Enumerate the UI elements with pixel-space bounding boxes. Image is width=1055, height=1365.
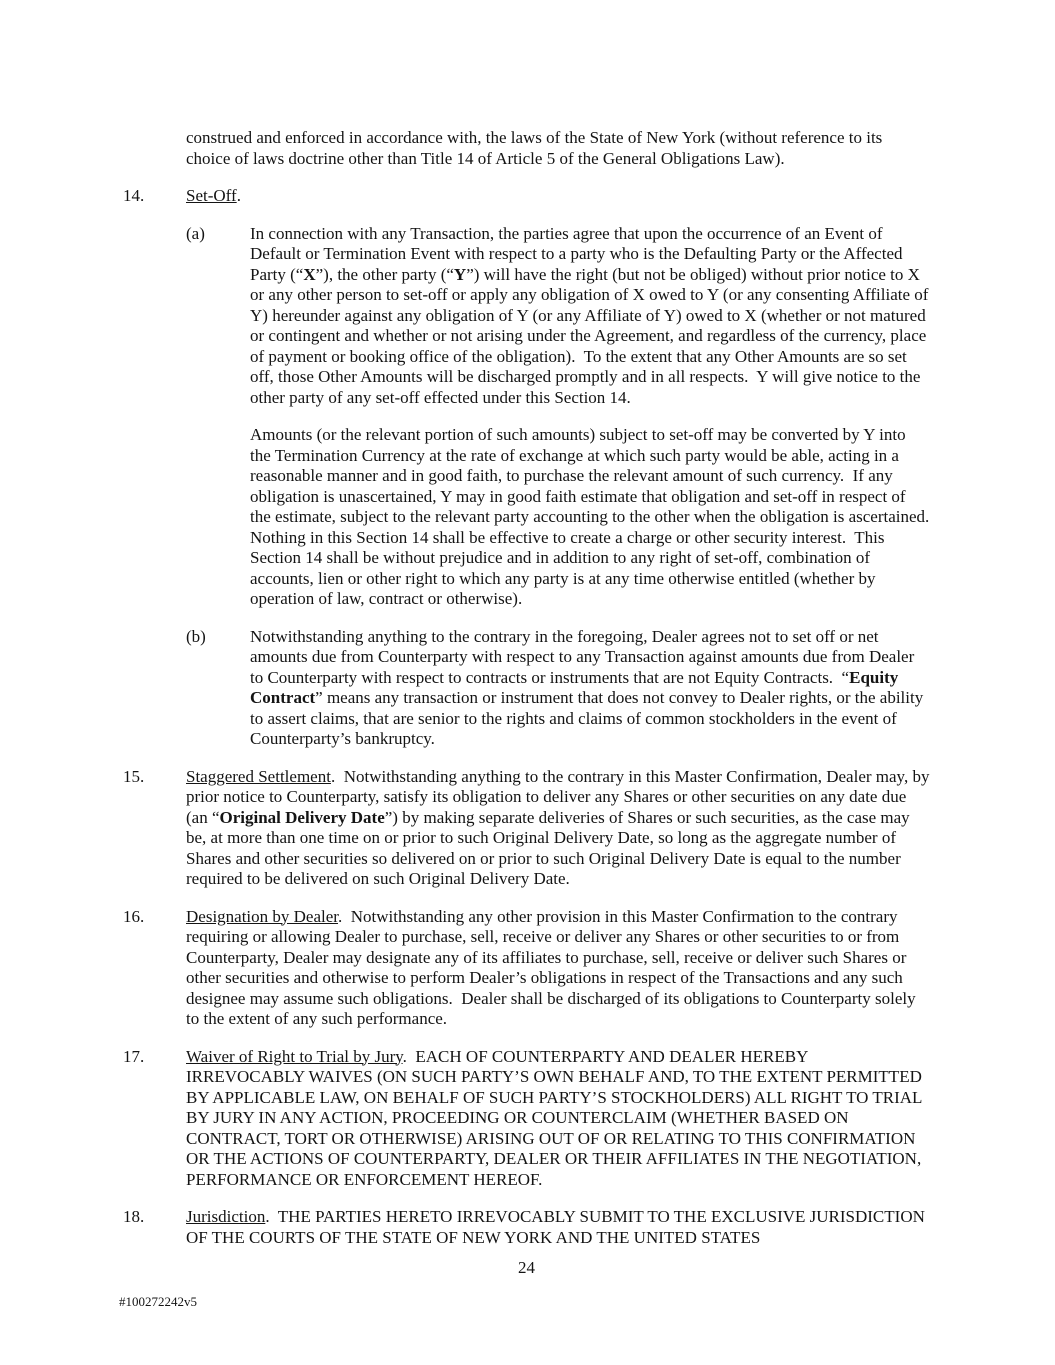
text-run: . (236, 186, 241, 205)
text-run: . Notwithstanding any other provision in this Master Confirmation to the contrary requiring or allowing Dealer to purchase, sell, receive or deliver any Shares or other securities to or from Counterparty, Dealer may designate any of its affiliates to purchase, sell, receive or deliver such Shares or other securities and otherwise to perform Dealer’s obligations in respect of the Transactions and any such designee may assume such obligations. Dealer shall be discharged of its obligations to Counterparty solely to the extent of any such performance. (186, 906, 920, 1028)
section-block (123, 1047, 930, 1191)
section-number: 15. (123, 766, 145, 786)
text-run: X (303, 264, 316, 284)
text-run: . EACH OF COUNTERPARTY AND DEALER HEREBY IRREVOCABLY WAIVES (ON SUCH PARTY’S OWN BEHALF AND, TO THE EXTENT PERMITTED BY APPLICABLE LAW, ON BEHALF OF SUCH PARTY’S STOCKHOLDERS) ALL RIGHT TO TRIAL BY JURY IN ANY ACTION, PROCEEDING OR COUNTERCLAIM (WHETHER BASED ON CONTRACT, TORT OR OTHERWISE) ARISING OUT OF OR RELATING TO THIS CONFIRMATION OR THE ACTIONS OF COUNTERPARTY, DEALER OR THEIR AFFILIATES IN THE NEGOTIATION, PERFORMANCE OR ENFORCEMENT HEREOF. (186, 1046, 927, 1189)
section-number: 17. (123, 1046, 145, 1066)
text-run: In connection with any Transaction, the parties agree that upon the occurrence of an Event of Default or Termination Event with respect to a party who is the Defaulting Party or the Affected Party (“ (250, 223, 907, 284)
paragraph-text (250, 627, 930, 750)
sub-paragraph (186, 425, 938, 610)
text-run: Amounts (or the relevant portion of such amounts) subject to set-off may be converted by Y into the Termination Currency at the rate of exchange at which such party would be able, acting in a reasonable manner and in good faith, to purchase the relevant amount of such currency. If any obligation is unascertained, Y may in good faith estimate that obligation and set-off in respect of the estimate, subject to the relevant party accounting to the other when the obligation is ascertained. Nothing in this Section 14 shall be effective to create a charge or other security interest. This Section 14 shall be without prejudice and in addition to any right of set-off, combination of accounts, lien or other right to which any party is at any time otherwise entitled (whether by operation of law, contract or otherwise). (250, 425, 938, 608)
text-run: ” means any transaction or instrument that does not convey to Dealer rights, or the ability to assert claims, that are senior to the rights and claims of common stockholders in the event of Counterparty’s bankruptcy. (250, 688, 928, 748)
sub-paragraph (186, 627, 930, 750)
section-heading: Set-Off (186, 186, 237, 205)
text-run: ”) will have the right (but not be obliged) without prior notice to X or any other person to set-off or apply any obligation of X owed to Y (or any consenting Affiliate of Y) hereunder against any obligation of Y (or any Affiliate of Y) owed to X (whether or not matured or contingent and whether or not arising under the Agreement, and regardless of the currency, place of payment or booking office of the obligation). To the extent that any Other Amounts are so set off, those Other Amounts will be discharged promptly and in all respects. Y will give notice to the other party of any set-off effected under this Section 14. (250, 264, 933, 407)
section-block (123, 186, 930, 207)
paragraph-text (186, 766, 934, 890)
text-run: . Notwithstanding anything to the contrary in this Master Confirmation, Dealer may, by prior notice to Counterparty, satisfy its obligation to deliver any Shares or other securities on any date due (an “ (186, 766, 934, 827)
sub-paragraph-label: (b) (186, 626, 206, 646)
section-heading: Jurisdiction (186, 1207, 266, 1226)
continuation-paragraph (186, 128, 930, 169)
document-id-footer: #100272242v5 (119, 1294, 197, 1309)
sub-paragraph-label (186, 425, 250, 610)
section-number: 14. (123, 186, 145, 205)
document-body (123, 128, 938, 1248)
section-number: 18. (123, 1207, 145, 1226)
section-block (123, 907, 930, 1030)
page-number: 24 (518, 1258, 535, 1277)
text-run: Y (453, 264, 467, 284)
text-run: construed and enforced in accordance with, the laws of the State of New York (without reference to its choice of laws doctrine other than Title 14 of Article 5 of the General Obligations Law). (186, 128, 887, 168)
section-number: 16. (123, 906, 145, 926)
section-heading: Staggered Settlement (186, 766, 331, 786)
text-run: ”) by making separate deliveries of Shares or such securities, as the case may be, at more than one time on or prior to such Original Delivery Date, so long as the aggregate number of Shares and other securities so delivered on or prior to such Original Delivery Date is equal to the number required to be delivered on such Original Delivery Date. (186, 807, 914, 888)
paragraph-text (250, 223, 933, 409)
paragraph-text (186, 186, 930, 207)
text-run: Original Delivery Date (219, 807, 385, 827)
paragraph-text (186, 1207, 930, 1248)
paragraph-text (186, 128, 930, 169)
text-run: ”), the other party (“ (315, 264, 454, 284)
paragraph-text (186, 907, 930, 1030)
section-block (123, 766, 934, 890)
section-heading: Waiver of Right to Trial by Jury (186, 1046, 403, 1066)
text-run: . THE PARTIES HERETO IRREVOCABLY SUBMIT TO THE EXCLUSIVE JURISDICTION OF THE COURTS OF THE STATE OF NEW YORK AND THE UNITED STATES (186, 1207, 930, 1247)
section-heading: Designation by Dealer (186, 906, 339, 926)
sub-paragraph-label: (a) (186, 223, 205, 243)
paragraph-text (186, 1047, 930, 1191)
sub-paragraph (186, 223, 933, 409)
text-run: Notwithstanding anything to the contrary in the foregoing, Dealer agrees not to set off or net amounts due from Counterparty with respect to any Transaction against amounts due from Dealer to Counterparty with respect to contracts or instruments that are not Equity Contracts. “ (250, 626, 919, 687)
section-block (123, 1207, 930, 1248)
paragraph-text (250, 425, 938, 610)
text-run: Equity Contract (250, 667, 903, 707)
